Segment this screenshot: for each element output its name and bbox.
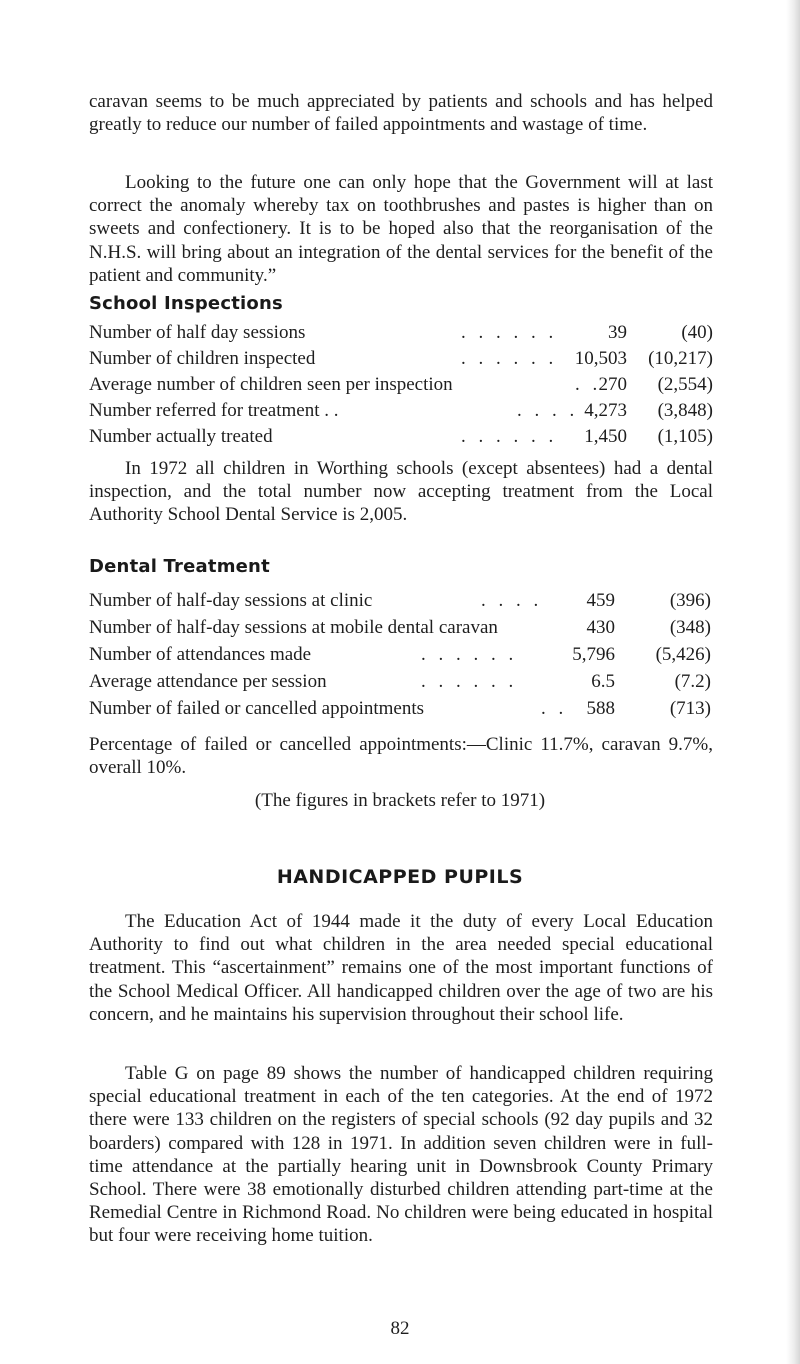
- row-previous-value: (40): [681, 322, 713, 343]
- row-label: Number of attendances made: [89, 644, 312, 665]
- brackets-note: (The figures in brackets refer to 1971): [254, 790, 546, 811]
- inspection-row: [89, 424, 729, 450]
- school-inspections-heading: School Inspections: [89, 293, 283, 314]
- inspection-row: [89, 398, 729, 424]
- row-leader-dots: . . . .: [481, 590, 543, 611]
- handicapped-paragraph-1: The Education Act of 1944 made it the duty of every Local Education Authority to find out what children in the area needed special educational treatment. This “ascertainment” remains one of the most important functions of the School Medical Officer. All handicapped children over the age of two are his concern, and he maintains his supervision throughout their school life.: [89, 911, 713, 1025]
- row-current-value: 5,796: [572, 644, 615, 665]
- row-previous-value: (5,426): [655, 644, 711, 665]
- row-leader-dots: . . . . . .: [461, 348, 558, 369]
- row-current-value: 270: [598, 374, 627, 395]
- row-leader-dots: . .: [541, 698, 568, 719]
- page-number: 82: [390, 1318, 410, 1339]
- row-current-value: 6.5: [591, 671, 615, 692]
- row-previous-value: (2,554): [657, 374, 713, 395]
- row-current-value: 588: [586, 698, 615, 719]
- row-current-value: 430: [586, 617, 615, 638]
- row-previous-value: (713): [669, 698, 711, 719]
- row-leader-dots: . . . . . .: [421, 644, 518, 665]
- row-leader-dots: . . . .: [517, 400, 579, 421]
- treatment-row: [89, 615, 729, 641]
- row-current-value: 459: [586, 590, 615, 611]
- row-label: Number of half-day sessions at clinic: [89, 590, 373, 611]
- row-label: Number of half day sessions: [89, 322, 306, 343]
- row-previous-value: (1,105): [657, 426, 713, 447]
- treatment-row: [89, 642, 729, 668]
- row-label: Number of failed or cancelled appointments: [89, 698, 425, 719]
- row-leader-dots: . . . . . .: [461, 426, 558, 447]
- row-leader-dots: . . . . . .: [461, 322, 558, 343]
- treatment-row: [89, 696, 729, 722]
- treatment-row: [89, 669, 729, 695]
- inspections-paragraph: In 1972 all children in Worthing schools (except absentees) had a dental inspection, and the total number now accepting treatment from the Local Authority School Dental Service is 2,005.: [89, 458, 713, 526]
- page-edge-shadow: [786, 0, 800, 1364]
- row-leader-dots: . . . . . .: [421, 671, 518, 692]
- row-label: Number referred for treatment . .: [89, 400, 339, 421]
- row-previous-value: (348): [669, 617, 711, 638]
- row-current-value: 10,503: [574, 348, 627, 369]
- row-previous-value: (7.2): [674, 671, 711, 692]
- inspection-row: [89, 346, 729, 372]
- row-label: Average number of children seen per inspection: [89, 374, 453, 395]
- row-current-value: 1,450: [584, 426, 627, 447]
- handicapped-paragraph-2: Table G on page 89 shows the number of handicapped children requiring special educational treatment in each of the ten categories. At the end of 1972 there were 133 children on the registers of special schools (92 day pupils and 32 boarders) compared with 128 in 1971. In addition seven children were in full-time attendance at the partially hearing unit in Downsbrook County Primary School. There were 38 emotionally disturbed children attending part-time at the Remedial Centre in Richmond Road. No children were being educated in hospital but four were receiving home tuition.: [89, 1063, 713, 1247]
- dental-treatment-heading: Dental Treatment: [89, 556, 270, 577]
- failed-appointments-percentage: Percentage of failed or cancelled appointments:—Clinic 11.7%, caravan 9.7%, overall 10%.: [89, 734, 713, 779]
- row-label: Number actually treated: [89, 426, 273, 447]
- row-previous-value: (396): [669, 590, 711, 611]
- row-label: Average attendance per session: [89, 671, 327, 692]
- row-label: Number of half-day sessions at mobile dental caravan: [89, 617, 498, 638]
- row-previous-value: (3,848): [657, 400, 713, 421]
- row-current-value: 4,273: [584, 400, 627, 421]
- inspection-row: [89, 320, 729, 346]
- intro-paragraph-1: caravan seems to be much appreciated by patients and schools and has helped greatly to reduce our number of failed appointments and wastage of time.: [89, 91, 713, 136]
- intro-paragraph-2: Looking to the future one can only hope that the Government will at last correct the anomaly whereby tax on toothbrushes and pastes is higher than on sweets and confectionery. It is to be hoped also that the reorganisation of the N.H.S. will bring about an integration of the dental services for the benefit of the patient and community.”: [89, 172, 713, 286]
- row-label: Number of children inspected: [89, 348, 316, 369]
- row-current-value: 39: [608, 322, 627, 343]
- handicapped-pupils-heading: HANDICAPPED PUPILS: [276, 866, 524, 888]
- row-leader-dots: . .: [575, 374, 602, 395]
- treatment-row: [89, 588, 729, 614]
- inspection-row: [89, 372, 729, 398]
- row-previous-value: (10,217): [648, 348, 713, 369]
